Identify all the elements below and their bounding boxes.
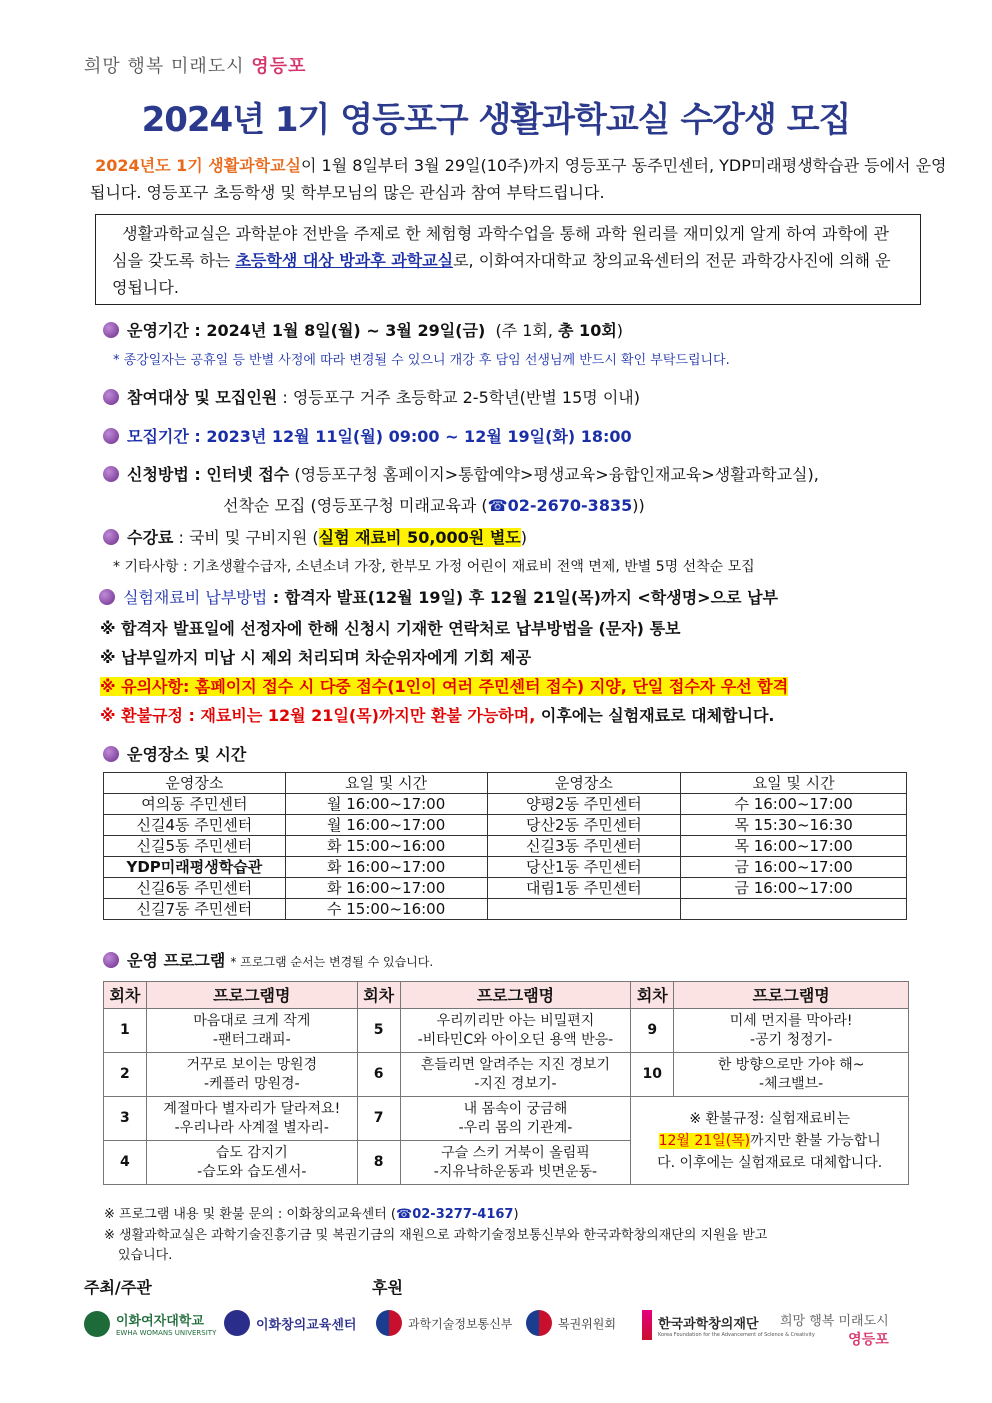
apply-first: 선착순 모집 (영등포구청 미래교육과 ( [223,496,488,515]
period-note: * 종강일자는 공휴일 등 반별 사정에 따라 변경될 수 있으니 개강 후 담임 선생님께 반드시 확인 부탁드립니다. [113,353,730,368]
fee-highlight: 실험 재료비 50,000원 별도 [318,528,521,547]
refund-note-cell [631,1097,909,1185]
ewha-univ-text [116,1310,216,1337]
program-name: 마음대로 크게 작게 [193,1012,311,1029]
table-cell: 여의동 주민센터 [104,794,286,815]
refund-note-2: 까지만 환불 가능합니 [750,1132,881,1149]
session-number: 2 [104,1053,147,1097]
kofac-name: 한국과학창의재단 [658,1316,759,1332]
msit-name: 과학기술정보통신부 [408,1316,513,1331]
program-sub: -케플러 망원경- [203,1075,300,1092]
program-sub: -공기 청정기- [750,1031,833,1048]
apply-phone: ☎02-2670-3835 [487,496,633,515]
program-cell [400,1141,631,1185]
table-row [104,878,907,899]
program-cell [146,1053,357,1097]
page-title: 2024년 1기 영등포구 생활과학교실 수강생 모집 [141,100,851,140]
program-name: 우리끼리만 아는 비밀편지 [436,1012,595,1029]
taegeuk-icon [526,1310,552,1336]
table-row [104,1053,909,1097]
program-cell [400,1097,631,1141]
kofac-name-en: Korea Foundation for the Advancement of Science & Creativity [658,1331,815,1338]
session-number: 6 [357,1053,400,1097]
ewha-center-logo [224,1310,356,1336]
kofac-text [658,1313,815,1338]
support-note-1: ※ 생활과학교실은 과학기술진흥기금 및 복권기금의 재원으로 과학기술정보통신부와 한국과학창의재단의 지원을 받고 [104,1228,768,1243]
ewha-emblem-icon [84,1311,110,1337]
program-cell [400,1009,631,1053]
program-name: 내 몸속이 궁금해 [463,1100,568,1117]
refund-note-1: ※ 환불규정: 실험재료비는 [689,1110,850,1127]
program-cell [146,1097,357,1141]
session-number: 3 [104,1097,147,1141]
support-note-2: 있습니다. [118,1248,173,1263]
city-name-bottom: 영등포 [848,1332,889,1348]
intro-paragraph [90,152,950,206]
schedule-title: 운영장소 및 시간 [127,745,247,764]
ewha-center-icon [224,1310,250,1336]
table-header: 회차 [357,982,400,1009]
contact-pre: ※ 프로그램 내용 및 환불 문의 : 이화창의교육센터 ( [104,1207,397,1222]
table-cell: 신길3동 주민센터 [487,836,681,857]
msit-logo [376,1310,512,1336]
schedule-table [103,772,907,920]
ewha-univ-name-en: EWHA WOMANS UNIVERSITY [116,1329,217,1337]
fee-item [103,525,527,548]
box-link: 초등학생 대상 방과후 과학교실 [235,251,454,270]
caution-text: ※ 유의사항: 홈페이지 접수 시 다중 접수(1인이 여러 주민센터 접수) 지양, 단일 접수자 우선 합격 [100,677,789,696]
program-sub: -비타민C와 아이오딘 용액 반응- [417,1031,614,1048]
bullet-icon [103,322,119,338]
apply-online-detail: (영등포구청 홈페이지>통합예약>평생교육>융합인재교육>생활과학교실), [289,465,819,484]
program-sub: -지유낙하운동과 빗면운동- [433,1163,598,1180]
contact-note [104,1205,519,1225]
refund-note-line2 [633,1130,906,1152]
target-item [103,385,640,408]
program-sub: -습도와 습도센서- [197,1163,307,1180]
refund-red: ※ 환불규정 : 재료비는 12월 21일(목)까지만 환불 가능하며, [100,706,536,725]
refund-black: 이후에는 실험재료로 대체합니다. [535,706,775,725]
program-sub: -팬터그래피- [212,1031,291,1048]
table-row [104,794,907,815]
period-label: 운영기간 : 2024년 1월 8일(월) ~ 3월 29일(금) [127,321,486,340]
table-header: 프로그램명 [146,982,357,1009]
ewha-univ-name: 이화여자대학교 [116,1314,204,1329]
table-cell [681,899,907,920]
program-cell [674,1009,909,1053]
period-extra-post: ) [616,321,624,340]
refund-note-3: 다. 이후에는 실험재료로 대체합니다. [657,1154,883,1171]
program-name: 흔들리면 알려주는 지진 경보기 [420,1056,611,1073]
program-table [103,981,909,1185]
target-label: 참여대상 및 모집인원 [127,388,278,407]
table-cell: 목 15:30~16:30 [681,815,907,836]
period-extra-pre: (주 1회, [495,321,559,340]
notice-1: ※ 합격자 발표일에 선정자에 한해 신청시 기재한 연락처로 납부방법을 (문자) 통보 [100,619,681,638]
refund-notice [100,703,775,726]
apply-online: 인터넷 접수 [206,465,290,484]
bullet-icon [103,529,119,545]
program-cell [146,1009,357,1053]
kofac-mark-icon [642,1310,652,1340]
apply-label: 신청방법 : [127,465,207,484]
table-cell: YDP미래평생학습관 [104,857,286,878]
program-name: 한 방향으로만 가야 해~ [717,1056,865,1073]
table-cell: 금 16:00~17:00 [681,878,907,899]
table-cell: 신길7동 주민센터 [104,899,286,920]
host-label: 주최/주관 [84,1278,152,1297]
fee-label: 수강료 [127,528,174,547]
apply-end: )) [632,496,645,515]
program-cell [400,1053,631,1097]
table-row [104,1097,909,1141]
notice-2: ※ 납부일까지 미납 시 제외 처리되며 차순위자에게 기회 제공 [100,648,532,667]
refund-note-date: 12월 21일(목) [658,1132,751,1149]
session-number: 8 [357,1141,400,1185]
bullet-icon [103,428,119,444]
program-cell [674,1053,909,1097]
session-number: 10 [631,1053,674,1097]
recruit-period: 모집기간 : 2023년 12월 11일(월) 09:00 ~ 12월 19일(화) 18:00 [127,427,632,446]
bullet-icon [103,952,119,968]
contact-post: ) [513,1207,519,1222]
box-text-1: 생활과학교실은 과학분야 전반을 주제로 한 체험형 과학수업을 통해 과학 원리를 재미있게 알게 하여 과학에 관심을 갖도록 하는 [112,224,889,270]
ewha-univ-logo [84,1310,216,1337]
program-section-title [103,948,433,971]
program-cell [146,1141,357,1185]
table-header: 요일 및 시간 [681,773,907,794]
table-header: 프로그램명 [400,982,631,1009]
table-cell [487,899,681,920]
taegeuk-icon [376,1310,402,1336]
sponsor-logos [84,1310,904,1350]
program-sub: -우리 몸의 기관계- [458,1119,573,1136]
caution-notice [100,674,788,697]
program-sub: -체크밸브- [759,1075,824,1092]
table-cell: 신길4동 주민센터 [104,815,286,836]
table-row [104,815,907,836]
table-header: 회차 [104,982,147,1009]
table-cell: 신길5동 주민센터 [104,836,286,857]
table-cell: 양평2동 주민센터 [487,794,681,815]
table-header: 요일 및 시간 [285,773,487,794]
period-item [103,318,623,341]
table-cell: 화 15:00~16:00 [285,836,487,857]
table-cell: 월 16:00~17:00 [285,815,487,836]
intro-highlight: 2024년도 1기 생활과학교실 [95,156,302,175]
pay-label: 실험재료비 납부방법 [123,588,268,607]
program-sub: -우리나라 사계절 별자리- [174,1119,329,1136]
session-number: 7 [357,1097,400,1141]
target-value: : 영등포구 거주 초등학교 2-5학년(반별 15명 이내) [277,388,640,407]
session-number: 1 [104,1009,147,1053]
pay-item [99,585,778,608]
table-header: 운영장소 [487,773,681,794]
table-row [104,857,907,878]
bullet-icon [99,589,115,605]
program-name: 계절마다 별자리가 달라져요! [163,1100,341,1117]
ewha-center-name: 이화창의교육센터 [256,1317,357,1333]
fee-value: : 국비 및 구비지원 ( [173,528,319,547]
session-number: 9 [631,1009,674,1053]
city-logo-bottom [780,1310,889,1349]
city-slogan-bottom: 희망 행복 미래도시 [780,1314,889,1329]
intro-text: 이 1월 8일부터 3월 29일(10주)까지 영등포구 동주민센터, YDP미래평생학습관 등에서 운영됩니다. 영등포구 초등학생 및 학부모님의 많은 관심과 참여 부탁드립니다. [90,156,947,202]
fee-end: ) [520,528,527,547]
session-number: 4 [104,1141,147,1185]
session-number: 5 [357,1009,400,1053]
city-slogan: 희망 행복 미래도시 [84,56,245,77]
table-row [104,899,907,920]
table-row [104,836,907,857]
program-name: 습도 감지기 [215,1144,288,1161]
contact-phone: ☎02-3277-4167 [396,1207,514,1222]
period-extra-bold: 총 10회 [558,321,617,340]
schedule-section-title [103,742,246,765]
table-cell: 당산2동 주민센터 [487,815,681,836]
apply-first-item [223,493,645,516]
table-cell: 대림1동 주민센터 [487,878,681,899]
recruit-item [103,424,632,447]
support-label: 후원 [372,1278,403,1297]
table-cell: 신길6동 주민센터 [104,878,286,899]
program-name: 구슬 스키 거북이 올림픽 [441,1144,590,1161]
table-cell: 당산1동 주민센터 [487,857,681,878]
program-title: 운영 프로그램 [127,951,226,970]
table-header-row [104,982,909,1009]
city-name: 영등포 [251,56,307,77]
table-row [104,1009,909,1053]
table-header-row [104,773,907,794]
bullet-icon [103,466,119,482]
lottery-logo [526,1310,616,1336]
program-name: 거꾸로 보이는 망원경 [186,1056,318,1073]
program-name: 미세 먼지를 막아라! [729,1012,853,1029]
city-logo [84,52,306,78]
table-cell: 화 16:00~17:00 [285,878,487,899]
bullet-icon [103,746,119,762]
table-header: 회차 [631,982,674,1009]
box-text-2: 로, 이화여자대학교 창의교육센터의 전문 과학강사진에 의해 운영됩니다. [112,251,891,297]
kofac-logo [642,1310,815,1340]
table-cell: 목 16:00~17:00 [681,836,907,857]
table-cell: 수 16:00~17:00 [681,794,907,815]
program-sub: -지진 경보기- [474,1075,557,1092]
table-cell: 월 16:00~17:00 [285,794,487,815]
table-cell: 화 16:00~17:00 [285,857,487,878]
table-header: 프로그램명 [674,982,909,1009]
pay-value: : 합격자 발표(12월 19일) 후 12월 21일(목)까지 <학생명>으로 납부 [267,588,778,607]
table-cell: 수 15:00~16:00 [285,899,487,920]
apply-item [103,462,819,485]
table-cell: 금 16:00~17:00 [681,857,907,878]
description-box [95,214,921,305]
table-header: 운영장소 [104,773,286,794]
other-note: * 기타사항 : 기초생활수급자, 소년소녀 가장, 한부모 가정 어린이 재료비 전액 면제, 반별 5명 선착순 모집 [113,559,755,575]
lottery-name: 복권위원회 [558,1316,616,1331]
bullet-icon [103,389,119,405]
program-note: * 프로그램 순서는 변경될 수 있습니다. [230,955,434,969]
